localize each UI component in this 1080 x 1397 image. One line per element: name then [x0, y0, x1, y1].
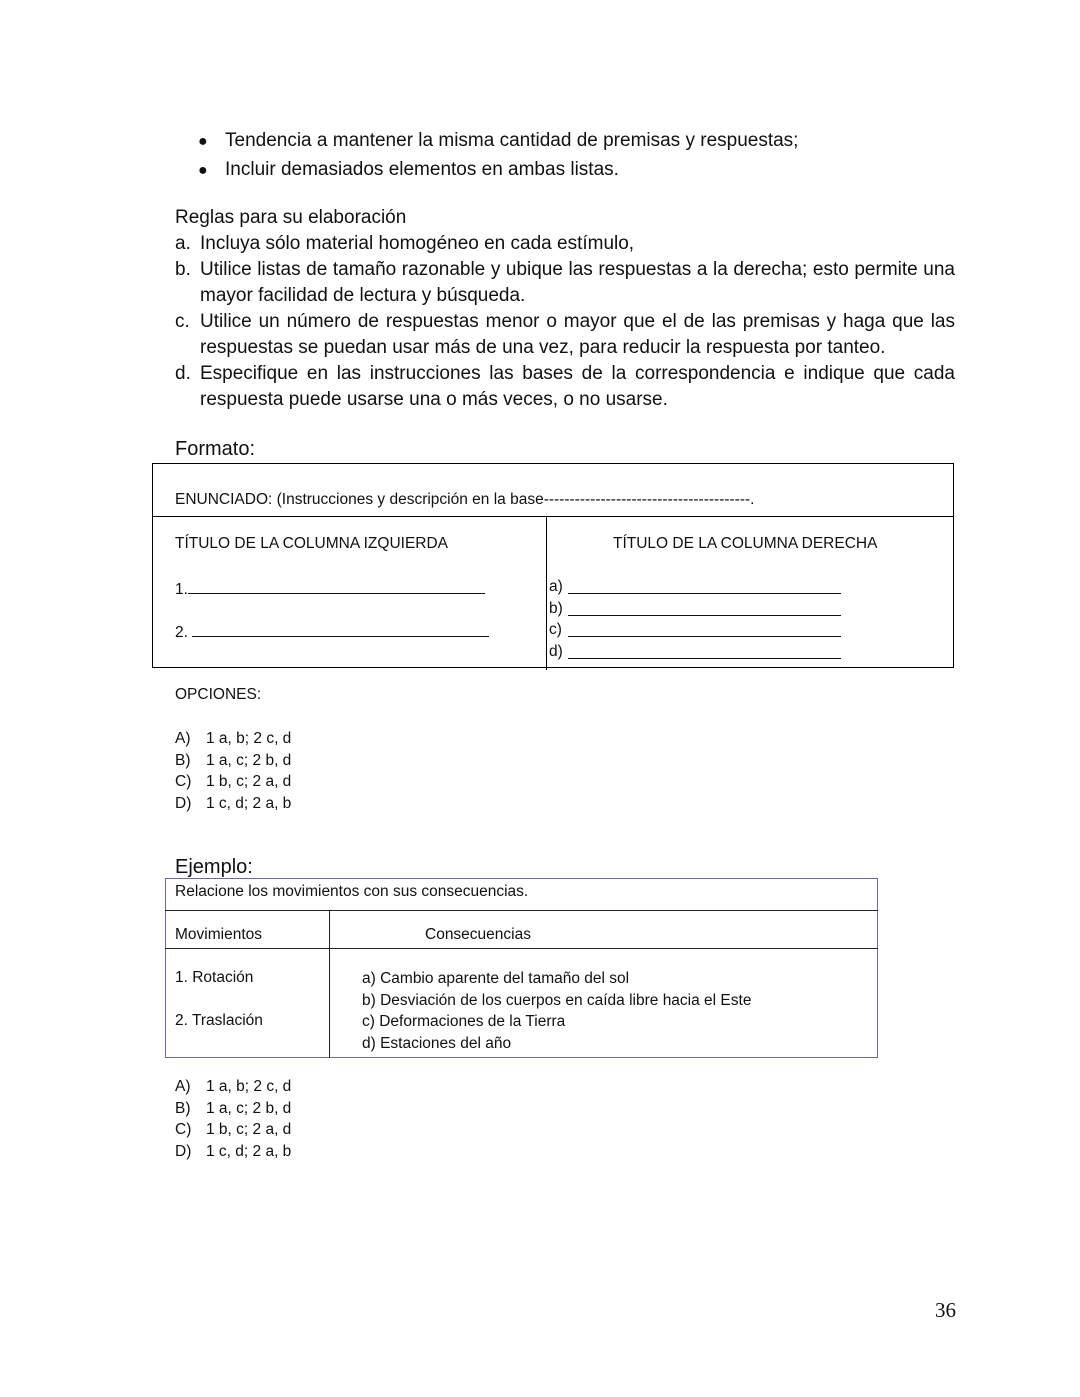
example-right-item: d) Estaciones del año [362, 1034, 512, 1052]
rule-text: Especifique en las instrucciones las bases de la correspondencia e indique que cada respuesta puede usarse una o más veces, o no usarse. [200, 363, 955, 410]
formato-heading: Formato: [175, 438, 256, 460]
option-item [175, 771, 291, 793]
format-right-title: TÍTULO DE LA COLUMNA DERECHA [613, 535, 878, 552]
rule-item [175, 257, 955, 309]
rule-letter: a. [175, 233, 191, 254]
option-item [175, 1076, 291, 1098]
bullet-item [198, 156, 798, 185]
format-left-item-label: 2. [175, 624, 188, 641]
answer-line [568, 643, 841, 659]
rule-item [175, 361, 955, 413]
option-text: 1 a, b; 2 c, d [206, 1078, 292, 1095]
option-letter: A) [175, 1078, 191, 1095]
opciones-heading: OPCIONES: [175, 686, 262, 703]
rules-heading: Reglas para su elaboración [175, 207, 407, 228]
answer-line [568, 600, 841, 616]
rule-text: Utilice listas de tamaño razonable y ubique las respuestas a la derecha; esto permite una mayor facilidad de lectura y búsqueda. [200, 259, 955, 306]
example-table-divider [165, 910, 878, 911]
bullet-text: Incluir demasiados elementos en ambas listas. [225, 159, 619, 180]
example-options-list [175, 1076, 291, 1162]
rule-item [175, 309, 955, 361]
page-number: 36 [935, 1298, 956, 1322]
option-text: 1 a, c; 2 b, d [206, 751, 292, 769]
rule-item [175, 231, 955, 257]
ejemplo-heading: Ejemplo: [175, 856, 253, 878]
rule-text: Utilice un número de respuestas menor o mayor que el de las premisas y haga que las respuestas se puedan usar más de una vez, para reducir la respuesta por tanteo. [200, 311, 955, 358]
example-table-divider [165, 948, 878, 949]
option-letter: D) [175, 1142, 192, 1160]
option-letter: C) [175, 1121, 192, 1139]
format-right-item-label: d) [549, 643, 563, 660]
format-right-item-label: a) [549, 578, 563, 595]
answer-line [568, 578, 841, 594]
option-text: 1 c, d; 2 a, b [206, 1142, 292, 1160]
bullet-item [198, 127, 798, 156]
format-left-item-label: 1. [175, 581, 188, 598]
rules-list [175, 231, 955, 413]
example-right-item: a) Cambio aparente del tamaño del sol [362, 970, 630, 987]
opciones-list [175, 728, 291, 814]
option-item [175, 728, 291, 750]
option-item [175, 1119, 291, 1141]
option-text: 1 a, b; 2 c, d [206, 730, 292, 747]
option-text: 1 a, c; 2 b, d [206, 1099, 292, 1117]
option-item [175, 793, 291, 815]
answer-line [192, 621, 489, 637]
format-left-item [175, 578, 485, 599]
format-column-divider [546, 516, 547, 670]
format-table-divider [152, 516, 954, 517]
example-right-item: c) Deformaciones de la Tierra [362, 1013, 566, 1031]
example-col-left-header: Movimientos [175, 926, 262, 943]
option-item [175, 750, 291, 772]
bullet-list [198, 127, 798, 185]
option-letter: B) [175, 751, 191, 769]
format-enunciado: ENUNCIADO: (Instrucciones y descripción en la base----------------------------------------. [175, 491, 755, 508]
option-text: 1 b, c; 2 a, d [206, 1121, 292, 1139]
example-instruction: Relacione los movimientos con sus consecuencias. [175, 883, 529, 900]
example-left-item: 1. Rotación [175, 969, 254, 986]
rule-letter: c. [175, 311, 190, 332]
option-text: 1 c, d; 2 a, b [206, 794, 292, 812]
option-item [175, 1141, 291, 1163]
bullet-icon: ● [198, 162, 208, 179]
option-item [175, 1098, 291, 1120]
option-letter: A) [175, 730, 191, 747]
option-letter: B) [175, 1099, 191, 1117]
example-right-list [362, 968, 751, 1054]
bullet-text: Tendencia a mantener la misma cantidad de premisas y respuestas; [225, 130, 799, 151]
example-left-item: 2. Traslación [175, 1012, 263, 1029]
option-text: 1 b, c; 2 a, d [206, 773, 292, 791]
format-right-item-label: b) [549, 600, 563, 617]
rule-letter: b. [175, 259, 191, 280]
rule-text: Incluya sólo material homogéneo en cada estímulo, [200, 233, 635, 254]
option-letter: C) [175, 773, 192, 791]
format-left-title: TÍTULO DE LA COLUMNA IZQUIERDA [175, 535, 449, 552]
format-right-item-label: c) [549, 621, 562, 638]
answer-line [568, 621, 841, 637]
format-left-item [175, 621, 489, 642]
example-col-right-header: Consecuencias [425, 926, 531, 943]
answer-line [188, 578, 485, 594]
option-letter: D) [175, 794, 192, 812]
bullet-icon: ● [198, 133, 208, 150]
example-column-divider [329, 910, 330, 1058]
rule-letter: d. [175, 363, 191, 384]
example-right-item: b) Desviación de los cuerpos en caída libre hacia el Este [362, 991, 752, 1009]
